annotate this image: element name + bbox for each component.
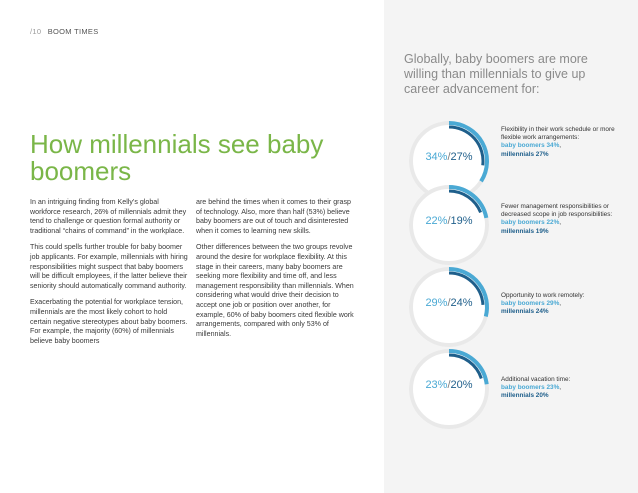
section-name: BOOM TIMES [47, 27, 99, 36]
page-title: How millennials see baby boomers [30, 129, 324, 186]
donut-ring [404, 180, 494, 270]
ring-label: 22%/19% [425, 215, 473, 227]
page-header [30, 27, 99, 36]
boomers-text: baby boomers 22% [501, 219, 560, 227]
donut-ring [404, 262, 494, 352]
paragraph: This could spells further trouble for baby boomer job applicants. For example, millennials with hiring responsibilities might suspect that baby boomers will be difficult employees, if the latter believe their seniority should automatically command authority. [30, 243, 188, 290]
millennials-text: millennials 27% [501, 150, 549, 158]
donut-ring [404, 344, 494, 434]
boomers-value: 22% [425, 215, 448, 227]
millennials-value: 20% [450, 379, 473, 391]
stat-remote [404, 262, 634, 352]
ring-label: 23%/20% [425, 379, 473, 391]
page-number: /10 [30, 27, 42, 36]
boomers-value: 29% [425, 297, 448, 309]
stat-vacation [404, 344, 634, 434]
stat-description: Additional vacation time: baby boomers 23%, millennials 20% [501, 376, 571, 400]
infographic-title: Globally, baby boomers are more willing than millennials to give up career advancement for: [404, 52, 588, 96]
millennials-value: 27% [450, 151, 473, 163]
description-text: Flexibility in their work schedule or more flexible work arrangements: [501, 126, 615, 142]
stat-description: Flexibility in their work schedule or more flexible work arrangements: baby boomers 34%, millennials 27% [501, 126, 615, 158]
millennials-value: 19% [450, 215, 473, 227]
boomers-value: 23% [425, 379, 448, 391]
stat-management [404, 180, 634, 270]
paragraph: Other differences between the two groups revolve around the desire for workplace flexibility. At this stage in their careers, many baby boomers are seeking more flexibility and time off, and less management responsibility than millennials. When considering what would drive their decision to accept one job or position over another, for example, 60% of baby boomers cited flexible work arrangements, compared with only 53% of millennials. [196, 243, 354, 338]
boomers-text: baby boomers 23% [501, 384, 560, 392]
boomers-value: 34% [425, 151, 448, 163]
description-text: Additional vacation time: [501, 376, 571, 383]
paragraph: Exacerbating the potential for workplace tension, millennials are the most likely cohort to hold certain negative stereotypes about baby boomers. For example, the majority (60%) of millennials believe baby boomers [30, 298, 188, 345]
description-text: Fewer management responsibilities or decreased scope in job responsibilities: [501, 203, 613, 219]
description-text: Opportunity to work remotely: [501, 292, 585, 299]
millennials-text: millennials 19% [501, 227, 549, 235]
paragraph: are behind the times when it comes to their grasp of technology. Also, more than half (53%) believe baby boomers are out of touch and disinterested when it comes to learning new skills. [196, 198, 351, 235]
ring-label: 34%/27% [425, 151, 473, 163]
paragraph: In an intriguing finding from Kelly’s global workforce research, 26% of millennials admit they tend to challenge or question formal authority or traditional “chains of command” in the workplace. [30, 198, 187, 235]
boomers-text: baby boomers 29% [501, 300, 560, 308]
boomers-text: baby boomers 34% [501, 142, 560, 150]
text-column-2 [196, 198, 354, 346]
millennials-text: millennials 24% [501, 308, 549, 316]
stat-description: Opportunity to work remotely: baby boomers 29%, millennials 24% [501, 292, 585, 316]
stat-description: Fewer management responsibilities or decreased scope in job responsibilities: baby boomers 22%, millennials 19% [501, 203, 613, 235]
millennials-value: 24% [450, 297, 473, 309]
ring-label: 29%/24% [425, 297, 473, 309]
text-column-1 [30, 198, 188, 353]
millennials-text: millennials 20% [501, 392, 549, 400]
